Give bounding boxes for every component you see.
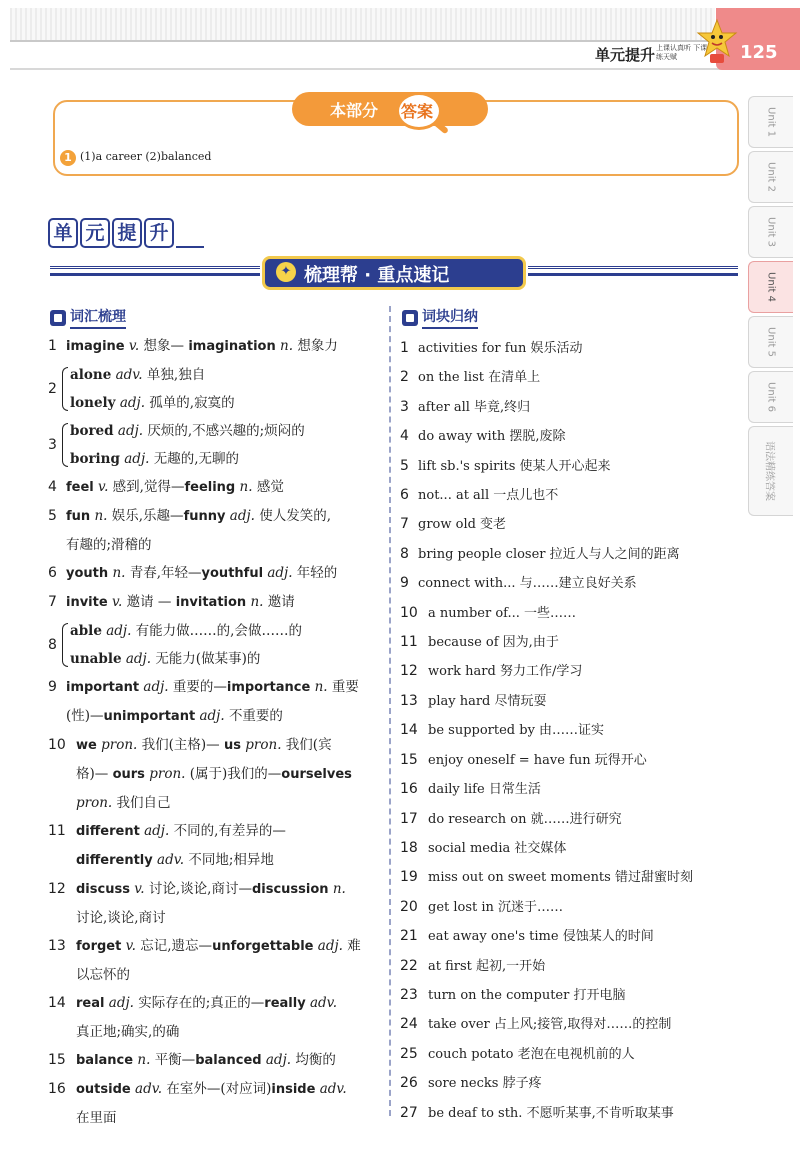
text: pron. (149, 766, 186, 782)
section-title-char: 元 (80, 218, 110, 248)
text: activities for fun 娱乐活动 (418, 341, 583, 356)
text: 11 (400, 634, 418, 651)
phrase-item (400, 834, 740, 863)
brace (62, 367, 68, 411)
phrase-item (400, 481, 740, 510)
text: inside (271, 1082, 316, 1097)
vocab-entry (48, 559, 384, 588)
text: adj. (229, 508, 255, 524)
text: n. (112, 565, 126, 581)
text: work hard 努力工作/学习 (428, 664, 583, 680)
text: do away with 摆脱,废除 (418, 429, 566, 445)
text: get lost in 沉迷于…… (428, 899, 564, 915)
text: adv. (157, 852, 185, 868)
text: Unit 1 (765, 107, 777, 137)
text: because of 因为,由于 (428, 635, 559, 651)
phrase-item (400, 1010, 740, 1039)
phrases-heading (402, 306, 478, 329)
text: 18 (400, 839, 418, 856)
text: n. (137, 1052, 151, 1068)
text: adj. (124, 451, 150, 467)
header-rule (10, 68, 800, 70)
text: lift sb.'s spirits 使某人开心起来 (418, 458, 611, 474)
phrase-item (400, 687, 740, 716)
phrase-item (400, 540, 740, 569)
brace (62, 623, 68, 667)
text: 忘记,遗忘— (140, 938, 213, 954)
text: unforgettable (212, 939, 314, 954)
text: 难 (347, 938, 361, 954)
text: n. (314, 679, 328, 695)
text: 25 (400, 1045, 418, 1062)
text: 21 (400, 928, 418, 945)
text: forget (76, 939, 122, 954)
text: 4 (400, 428, 409, 445)
text: v. (125, 938, 136, 954)
text: 语法精练答案 (763, 441, 775, 501)
text: 8 (48, 637, 57, 653)
text: feeling (184, 480, 236, 495)
unit-tab-4[interactable] (748, 261, 793, 313)
vocab-entry (48, 989, 384, 1046)
text: 16 (48, 1081, 66, 1097)
vocab-entry (48, 417, 384, 473)
text: couch potato 老泡在电视机前的人 (428, 1046, 635, 1062)
phrase-item (400, 893, 740, 922)
text: 15 (400, 751, 418, 768)
text: 我们(主格)— (141, 737, 220, 753)
phrase-item (400, 1040, 740, 1069)
text: 格)— (76, 766, 109, 782)
text: adj. (317, 938, 343, 954)
vocab-entry (48, 673, 384, 731)
text: Unit 5 (765, 327, 777, 357)
text: 9 (48, 679, 57, 695)
phrase-item (400, 510, 740, 539)
text: 5 (400, 457, 409, 474)
text: pron. (76, 795, 113, 811)
section-title-char: 单 (48, 218, 78, 248)
unit-tab-grammar-answers[interactable] (748, 426, 793, 516)
phrase-item (400, 922, 740, 951)
text: adj. (199, 708, 225, 724)
text: balance (76, 1053, 134, 1068)
text: grow old 变老 (418, 517, 507, 533)
text: 有能力做……的,会做……的 (135, 623, 302, 639)
text: 13 (400, 692, 418, 709)
text: us (223, 738, 241, 753)
text: important (66, 680, 140, 695)
text: adv. (319, 1081, 347, 1097)
phrase-list (400, 334, 740, 1128)
banner-rule-left (50, 266, 260, 276)
header-motto: 上课认真听 下课练天赋 (656, 44, 708, 61)
text: we (76, 738, 97, 753)
text: 有趣的;滑稽的 (66, 537, 152, 553)
vocab-entry (48, 617, 384, 673)
text: 23 (400, 986, 418, 1003)
text: 12 (48, 881, 66, 897)
text: 感到,觉得— (112, 479, 185, 495)
vocab-entry (48, 1046, 384, 1075)
text: connect with... 与……建立良好关系 (418, 576, 637, 592)
text: take over 占上风;接管,取得对……的控制 (428, 1017, 672, 1033)
text: 20 (400, 898, 418, 915)
unit-tabs (748, 96, 793, 519)
lightbulb-icon: ✦ (276, 262, 296, 282)
text: 厌烦的,不感兴趣的;烦闷的 (147, 423, 305, 439)
phrase-item (400, 628, 740, 657)
section-title-char: 升 (144, 218, 174, 248)
text: 讨论,谈论,商讨— (148, 881, 252, 897)
text: on the list 在清单上 (418, 370, 541, 386)
section-title-char: 提 (112, 218, 142, 248)
summary-banner-text: 梳理帮 · 重点速记 (304, 265, 450, 286)
text: 单独,独自 (146, 367, 206, 383)
text: 10 (400, 604, 418, 621)
text: 13 (48, 938, 66, 954)
text: 重要的— (172, 679, 227, 695)
text: pron. (101, 737, 138, 753)
text: adj. (267, 565, 293, 581)
text: adj. (117, 423, 144, 439)
text: after all 毕竟,终归 (418, 399, 531, 415)
section-title (48, 218, 204, 248)
text: v. (111, 594, 123, 610)
vocab-entry (48, 875, 384, 932)
text: 以忘怀的 (76, 967, 130, 983)
text: n. (239, 479, 253, 495)
text: 1 (400, 340, 409, 356)
text: 在室外—(对应词) (166, 1081, 272, 1097)
text: social media 社交媒体 (428, 840, 567, 856)
text: Unit 3 (765, 217, 777, 247)
text: play hard 尽情玩耍 (428, 693, 547, 709)
section-title-decoration (176, 218, 204, 248)
text: 讨论,谈论,商讨 (76, 910, 166, 926)
text: 7 (48, 594, 57, 610)
text: 19 (400, 869, 418, 886)
text: pron. (245, 737, 282, 753)
text: adj. (108, 995, 134, 1011)
text: 2 (400, 369, 409, 386)
text: miss out on sweet moments 错过甜蜜时刻 (428, 870, 693, 886)
text: imagination (188, 339, 276, 354)
unit-tab-6[interactable] (748, 371, 793, 423)
text: adv. (135, 1081, 163, 1097)
text: Unit 2 (765, 162, 777, 192)
text: 17 (400, 810, 418, 827)
text: outside (76, 1082, 131, 1097)
vocab-list (48, 332, 384, 1132)
star-mascot-icon (696, 18, 738, 64)
text: 12 (400, 663, 418, 680)
text: daily life 日常生活 (428, 782, 541, 798)
text: 24 (400, 1016, 418, 1033)
text: 均衡的 (295, 1052, 336, 1068)
vocab-entry (48, 1075, 384, 1132)
text: bring people closer 拉近人与人之间的距离 (418, 546, 680, 562)
column-divider (389, 306, 391, 1116)
text: turn on the computer 打开电脑 (428, 987, 626, 1003)
phrase-item (400, 863, 740, 892)
text: adj. (119, 395, 145, 411)
text: 2 (48, 381, 57, 397)
text: 使人发笑的, (259, 508, 332, 524)
text: 青春,年轻— (129, 565, 202, 581)
text: 邀请 (267, 594, 295, 610)
text: 4 (48, 479, 57, 495)
answer-item-text: (1)a career (2)balanced (80, 150, 212, 163)
phrase-item (400, 1069, 740, 1098)
text: 感觉 (256, 479, 284, 495)
phrase-item (400, 716, 740, 745)
phrase-item (400, 981, 740, 1010)
text: alone (70, 367, 112, 383)
text: 想象— (143, 338, 185, 354)
text: discussion (251, 882, 329, 897)
text: bored (70, 423, 114, 439)
text: 我们自己 (116, 795, 171, 811)
text: adj. (125, 651, 152, 667)
unit-tab-2[interactable] (748, 151, 793, 203)
unit-tab-1[interactable] (748, 96, 793, 148)
text: adj. (143, 679, 169, 695)
phrase-item (400, 569, 740, 598)
phrase-item (400, 952, 740, 981)
text: 11 (48, 823, 66, 839)
text: 真正地;确实,的确 (76, 1024, 180, 1040)
text: at first 起初,一开始 (428, 958, 546, 974)
text: n. (280, 338, 294, 354)
text: 5 (48, 508, 57, 524)
text: 在里面 (76, 1110, 117, 1126)
header-stripes (10, 8, 715, 42)
text: 27 (400, 1104, 418, 1121)
text: boring (70, 451, 120, 467)
text: 不同的,有差异的— (173, 823, 286, 839)
phrase-item (400, 599, 740, 628)
text: importance (226, 680, 311, 695)
text: lonely (70, 395, 116, 411)
answer-banner (292, 92, 488, 126)
answer-banner-ring-text: 答案 (401, 102, 434, 121)
text: 14 (400, 722, 418, 739)
phrase-item (400, 422, 740, 451)
phrase-item (400, 393, 740, 422)
text: funny (183, 509, 226, 524)
answer-item-number: 1 (60, 150, 76, 166)
unit-tab-3[interactable] (748, 206, 793, 258)
text: real (76, 996, 105, 1011)
book-icon (50, 310, 66, 326)
text: do research on 就……进行研究 (428, 811, 622, 827)
text: discuss (76, 882, 130, 897)
text: 无趣的,无聊的 (153, 451, 240, 467)
text: n. (332, 881, 346, 897)
vocab-entry (48, 502, 384, 559)
text: youthful (201, 566, 264, 581)
vocab-entry (48, 361, 384, 417)
text: not... at all 一点儿也不 (418, 488, 559, 504)
text: youth (66, 566, 109, 581)
vocab-entry (48, 817, 384, 875)
text: able (70, 623, 102, 639)
text: adj. (265, 1052, 292, 1068)
text: invitation (175, 595, 247, 610)
text: 15 (48, 1052, 66, 1068)
text: 我们(宾 (285, 737, 332, 753)
text: 娱乐,乐趣— (111, 508, 184, 524)
text: a number of... 一些…… (428, 605, 577, 621)
text: adv. (309, 995, 337, 1011)
text: 7 (400, 516, 409, 533)
text: 6 (400, 487, 409, 504)
phrase-item (400, 1099, 740, 1128)
text: (属于)我们的— (189, 766, 282, 782)
text: n. (94, 508, 108, 524)
text: balanced (195, 1053, 262, 1068)
phrase-item (400, 775, 740, 804)
text: 14 (48, 995, 66, 1011)
vocab-entry (48, 932, 384, 989)
text: n. (250, 594, 264, 610)
phrase-item (400, 334, 740, 363)
banner-rule-right (528, 266, 738, 276)
text: be deaf to sth. 不愿听某事,不肯听取某事 (428, 1105, 674, 1121)
text: be supported by 由……证实 (428, 723, 605, 739)
text: feel (66, 480, 94, 495)
text: 3 (400, 398, 409, 415)
text: 重要 (331, 679, 359, 695)
text: differently (76, 853, 153, 868)
text: invite (66, 595, 108, 610)
text: adj. (106, 623, 132, 639)
header-title: 单元提升 (595, 46, 656, 64)
text: really (264, 996, 306, 1011)
unit-tab-5[interactable] (748, 316, 793, 368)
vocab-entry (48, 731, 384, 817)
phrase-item (400, 657, 740, 686)
text: 8 (400, 545, 409, 562)
text: 22 (400, 957, 418, 974)
book-icon (402, 310, 418, 326)
text: ours (112, 767, 145, 782)
text: (性)— (66, 708, 104, 724)
answer-banner-text: 本部分 (330, 101, 379, 120)
text: 平衡— (154, 1052, 196, 1068)
text: 不重要的 (228, 708, 283, 724)
vocab-entry (48, 588, 384, 617)
text: Unit 6 (765, 382, 777, 412)
text: enjoy oneself = have fun 玩得开心 (428, 752, 647, 768)
text: 实际存在的;真正的— (138, 995, 265, 1011)
phrases-heading-label: 词块归纳 (422, 306, 478, 329)
text: 无能力(做某事)的 (155, 651, 261, 667)
text: Unit 4 (765, 272, 777, 302)
page-number: 125 (740, 42, 778, 63)
text: unimportant (103, 709, 196, 724)
text: 6 (48, 565, 57, 581)
text: 年轻的 (296, 565, 338, 581)
text: 3 (48, 437, 57, 453)
vocab-entry (48, 332, 384, 361)
vocab-entry (48, 473, 384, 502)
text: adv. (115, 367, 143, 383)
phrase-item (400, 452, 740, 481)
text: ourselves (281, 767, 352, 782)
text: fun (66, 509, 91, 524)
text: 16 (400, 781, 418, 798)
text: sore necks 脖子疼 (428, 1076, 542, 1092)
vocab-heading-label: 词汇梳理 (70, 306, 126, 329)
text: 孤单的,寂寞的 (149, 395, 235, 411)
text: 26 (400, 1075, 418, 1092)
text: imagine (66, 339, 125, 354)
text: v. (134, 881, 145, 897)
phrase-item (400, 746, 740, 775)
text: 邀请 — (126, 594, 172, 610)
text: unable (70, 651, 122, 667)
vocab-heading (50, 306, 126, 329)
phrase-item (400, 363, 740, 392)
text: adj. (144, 823, 170, 839)
text: 9 (400, 575, 409, 592)
text: 想象力 (297, 338, 338, 354)
text: 10 (48, 737, 66, 753)
text: 不同地;相异地 (188, 852, 274, 868)
text: v. (98, 479, 109, 495)
text: 1 (48, 338, 57, 354)
phrase-item (400, 805, 740, 834)
text: eat away one's time 侵蚀某人的时间 (428, 929, 654, 945)
brace (62, 423, 68, 467)
text: v. (128, 338, 140, 354)
text: different (76, 824, 140, 839)
